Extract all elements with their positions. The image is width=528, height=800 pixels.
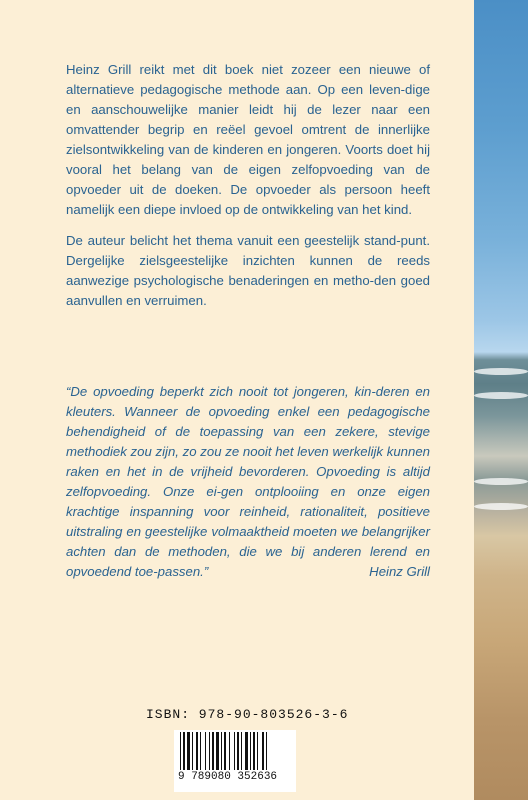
barcode-bar	[245, 732, 248, 770]
barcode-bar	[241, 732, 242, 770]
barcode-bar	[187, 732, 190, 770]
quote-text: “De opvoeding beperkt zich nooit tot jongeren, kin-deren en kleuters. Wanneer de opvoeding enkel een pedagogische behendigheid of de toepassing van een zekere, stevige methodiek zou zijn, zo zou ze nooit het leven werkelijk kunnen raken en het in de vrijheid bevorderen. Opvoeding is altijd zelfopvoeding. Onze ei-gen ontplooiing en onze eigen krachtige inspanning voor reinheid, rationaliteit, positieve uitstraling en geestelijke volmaaktheid moeten we belangrijker achten dan de methoden, die we bij anderen lerend en opvoedend toe-passen.”	[66, 384, 430, 579]
blurb-paragraph-1: Heinz Grill reikt met dit boek niet zozeer een nieuwe of alternatieve pedagogische methode aan. Op een leven-dige en aanschouwelijke manier leidt hij de lezer naar een omvattender begrip en reëel gevoel omtrent de innerlijke zielsontwikkeling van de kinderen en jongeren. Voorts doet hij vooral het belang van de eigen zelfopvoeding van de opvoeder uit de doeken. De opvoeder als persoon heeft namelijk een diepe invloed op de ontwikkeling van het kind.	[66, 62, 430, 217]
quote-author: Heinz Grill	[369, 564, 430, 579]
wave-crest	[474, 392, 528, 399]
barcode-bar	[192, 732, 193, 770]
barcode-bar	[196, 732, 198, 770]
barcode-bar	[224, 732, 226, 770]
barcode-digits: 9 789080 352636	[178, 771, 278, 783]
isbn-label: ISBN: 978-90-803526-3-6	[146, 707, 349, 722]
barcode-bar	[180, 732, 181, 770]
barcode-bar	[216, 732, 219, 770]
author-quote	[66, 382, 430, 582]
barcode-bar	[221, 732, 222, 770]
beach-photo-strip	[474, 0, 528, 800]
barcode-bar	[266, 732, 267, 770]
barcode-bar	[183, 732, 185, 770]
barcode-bar	[212, 732, 214, 770]
wave-crest	[474, 478, 528, 485]
barcode-bar	[253, 732, 255, 770]
barcode-bar	[237, 732, 239, 770]
barcode-bar	[250, 732, 251, 770]
barcode-bar	[205, 732, 206, 770]
barcode-bar	[229, 732, 230, 770]
barcode-bar	[209, 732, 210, 770]
barcode-bar	[262, 732, 264, 770]
barcode-bars	[174, 730, 296, 772]
blurb-paragraph-2: De auteur belicht het thema vanuit een geestelijk stand-punt. Dergelijke zielsgeestelijke inzichten kunnen de reeds aanwezige psychologische benaderingen en metho-den goed aanvullen en verruimen.	[66, 233, 430, 308]
barcode-bar	[257, 732, 258, 770]
wave-crest	[474, 503, 528, 510]
blurb	[66, 60, 430, 322]
barcode-bar	[200, 732, 201, 770]
wave-crest	[474, 368, 528, 375]
barcode-bar	[234, 732, 235, 770]
